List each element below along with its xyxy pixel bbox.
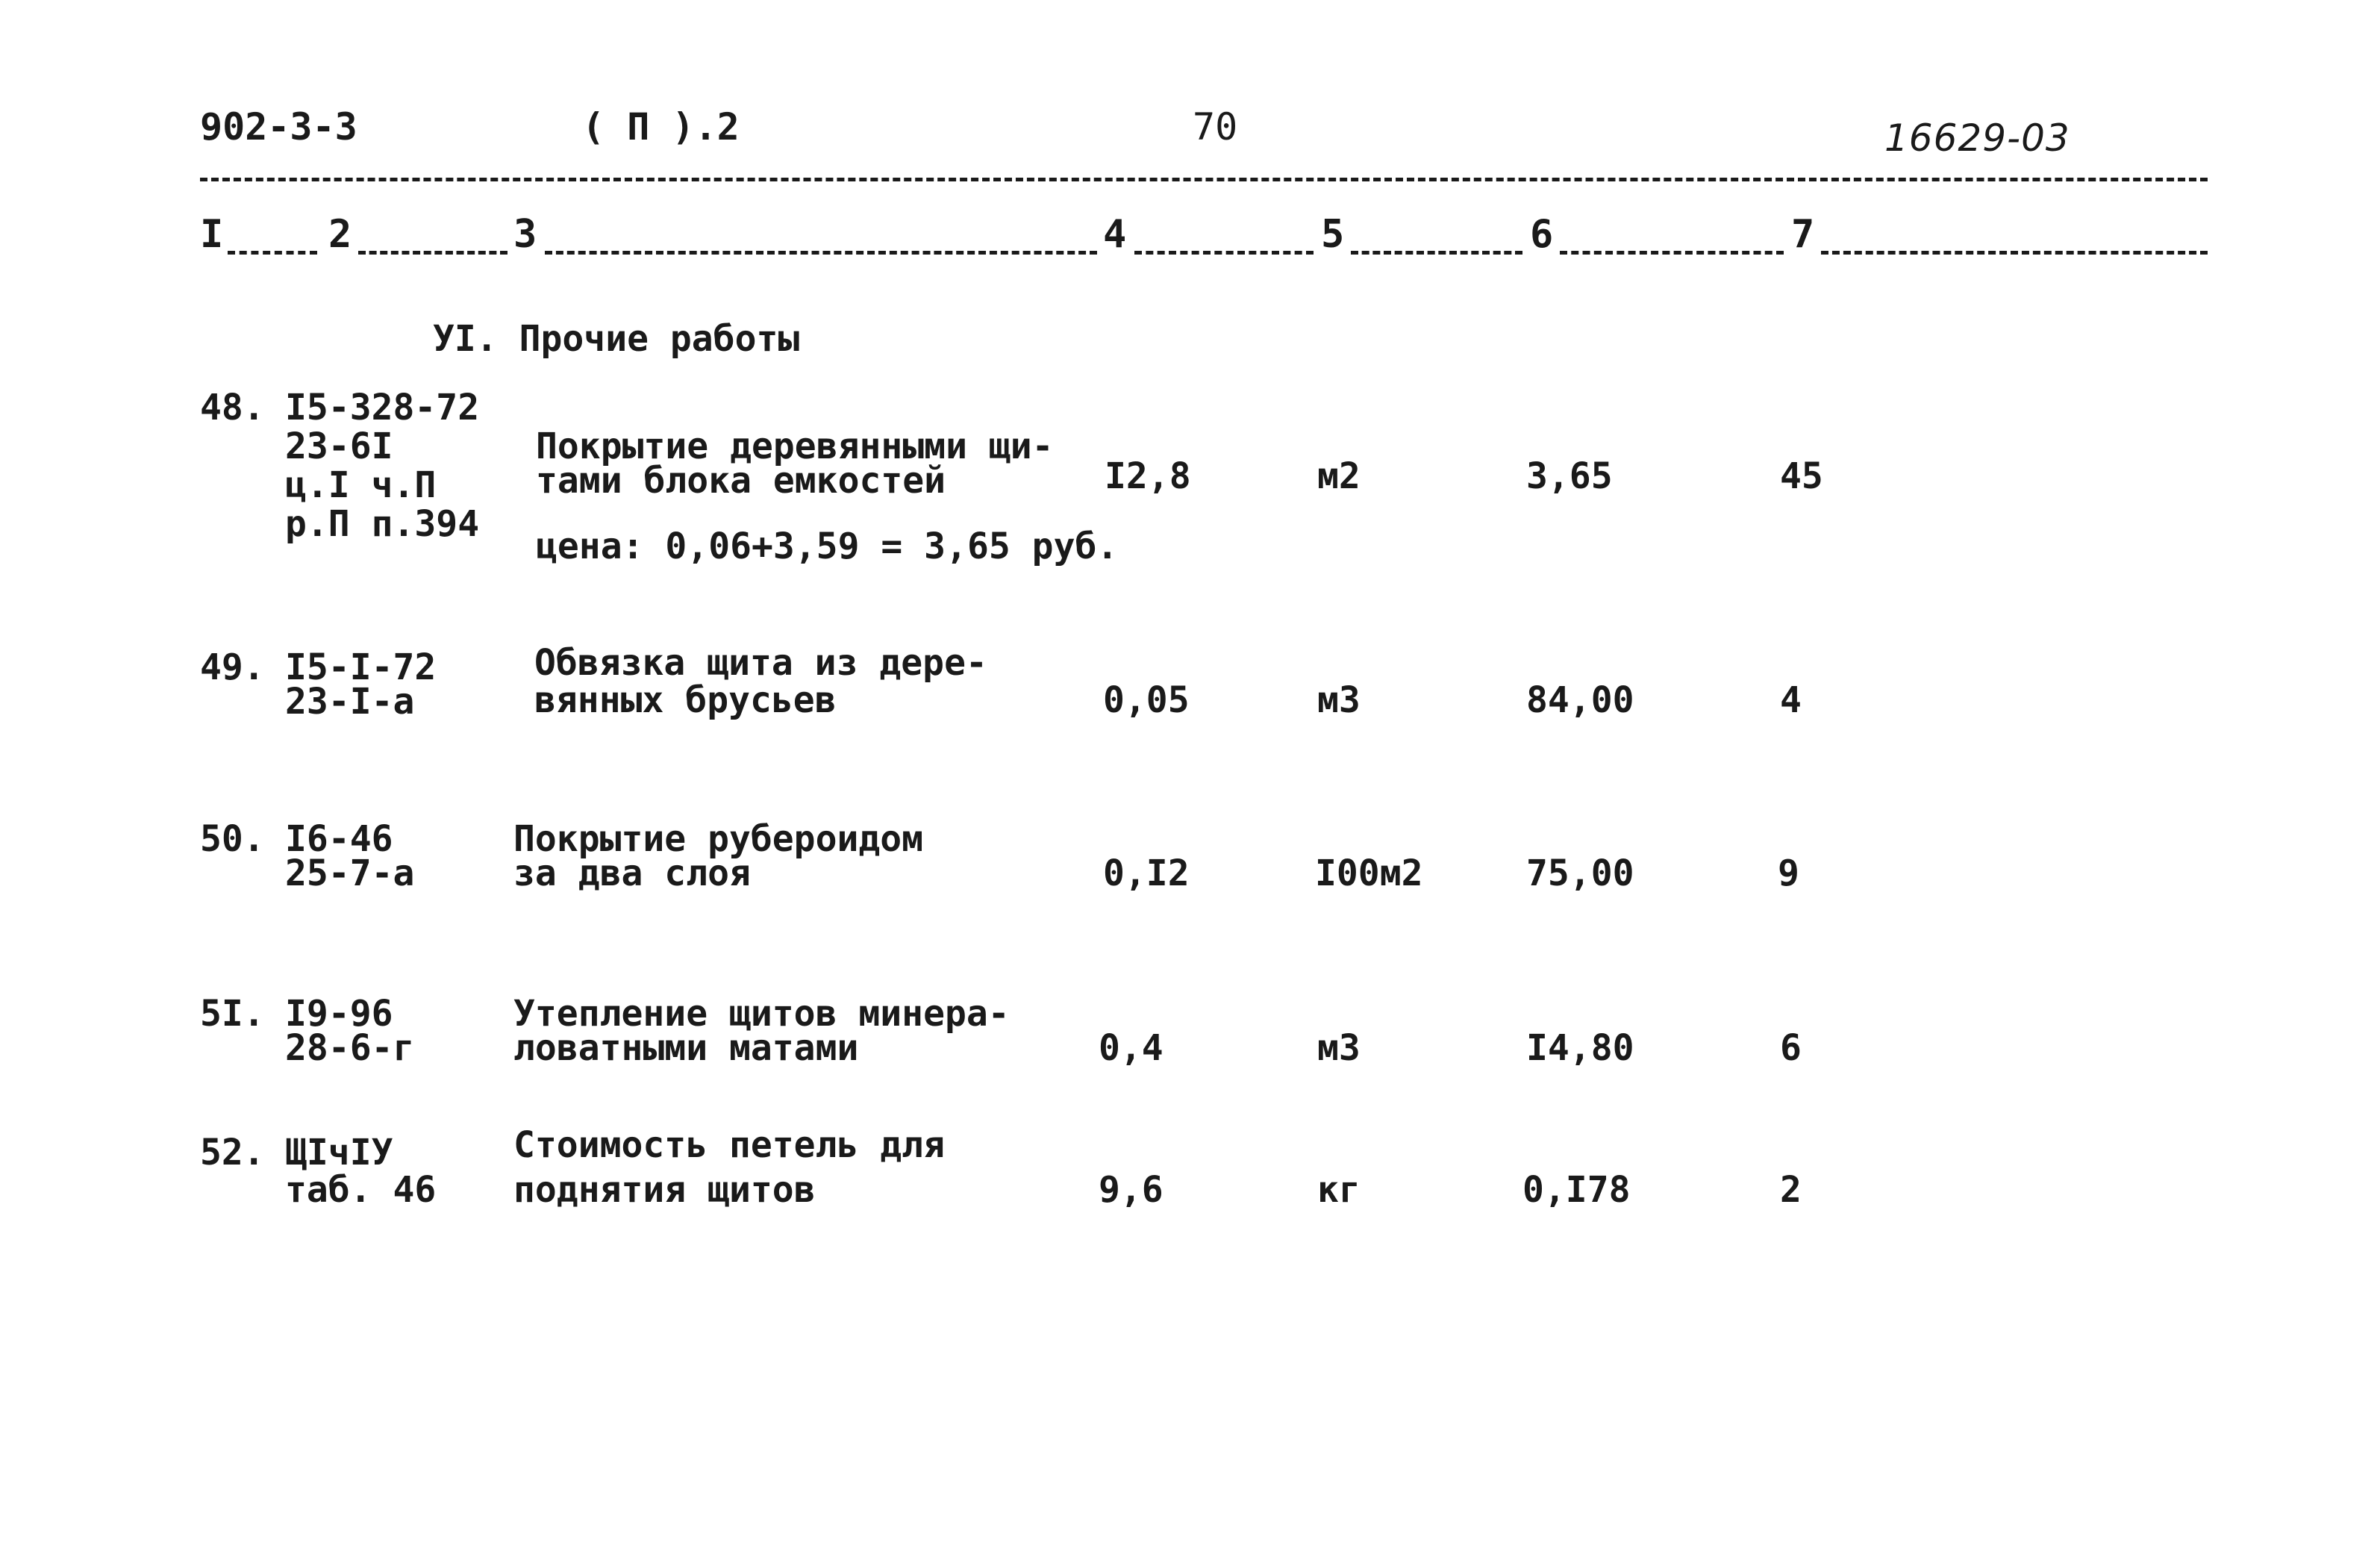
column-number-5: 5 [1321, 212, 1345, 257]
work-description-line: Покрытие рубероидом [513, 818, 924, 860]
unit: м2 [1317, 455, 1361, 497]
norm-code-line: I9-96 [285, 993, 393, 1035]
norm-code-line: I5-328-72 [285, 387, 480, 428]
quantity: 0,4 [1099, 1027, 1164, 1069]
unit: м3 [1317, 1027, 1361, 1069]
column-row-rule [545, 251, 1097, 255]
unit: м3 [1317, 679, 1361, 721]
work-description-line: Обвязка щита из дере- [534, 642, 987, 684]
total-cost: 2 [1780, 1169, 1802, 1211]
column-row-rule [1134, 251, 1314, 255]
work-description-line: ловатными матами [513, 1027, 859, 1069]
norm-code-line: 28-6-г [285, 1027, 415, 1069]
row-number: 5I. [200, 993, 265, 1035]
work-description-line: за два слоя [513, 852, 751, 894]
norm-code-line: I5-I-72 [285, 646, 437, 688]
header-divider [200, 178, 2208, 181]
column-row-rule [1560, 251, 1784, 255]
quantity: 9,6 [1099, 1169, 1164, 1211]
price-note: цена: 0,06+3,59 = 3,65 руб. [536, 526, 1119, 567]
row-number: 52. [200, 1132, 265, 1173]
page-number: 70 [1193, 105, 1238, 149]
norm-code-line: 23-I-а [285, 681, 415, 723]
unit-price: 84,00 [1526, 679, 1634, 721]
column-number-4: 4 [1103, 212, 1127, 257]
column-number-7: 7 [1791, 212, 1815, 257]
work-description-line: поднятия щитов [513, 1169, 816, 1211]
total-cost: 9 [1778, 852, 1799, 894]
section-title: УI. Прочие работы [433, 318, 800, 360]
unit-price: I4,80 [1526, 1027, 1634, 1069]
column-row-rule [358, 251, 507, 255]
quantity: 0,I2 [1103, 852, 1190, 894]
norm-code-line: р.П п.394 [285, 503, 480, 545]
norm-code-line: 23-6I [285, 426, 393, 467]
row-number: 48. [200, 387, 265, 428]
work-description-line: Покрытие деревянными щи- [536, 426, 1054, 467]
column-row-rule [1821, 251, 2208, 255]
norm-code-line: I6-46 [285, 818, 393, 860]
column-row-rule [1351, 251, 1522, 255]
row-number: 49. [200, 646, 265, 688]
work-description-line: Стоимость петель для [513, 1124, 945, 1166]
column-row-rule [228, 251, 317, 255]
column-number-2: 2 [328, 212, 352, 257]
norm-code-line: ц.I ч.П [285, 464, 437, 506]
unit-price: 0,I78 [1522, 1169, 1631, 1211]
column-number-3: 3 [513, 212, 537, 257]
quantity: 0,05 [1103, 679, 1190, 721]
document-code: 902-3-3 [200, 105, 357, 149]
section-reference: ( П ).2 [582, 105, 740, 149]
column-number-1: I [200, 212, 224, 257]
work-description-line: Утепление щитов минера- [513, 993, 1010, 1035]
total-cost: 45 [1780, 455, 1823, 497]
total-cost: 6 [1780, 1027, 1802, 1069]
total-cost: 4 [1780, 679, 1802, 721]
unit: кг [1317, 1169, 1361, 1211]
norm-code-line: таб. 46 [285, 1169, 437, 1211]
unit-price: 3,65 [1526, 455, 1613, 497]
unit-price: 75,00 [1526, 852, 1634, 894]
norm-code-line: 25-7-а [285, 852, 415, 894]
archive-number: 16629-03 [1884, 116, 2070, 160]
column-number-6: 6 [1530, 212, 1554, 257]
unit: I00м2 [1315, 852, 1423, 894]
quantity: I2,8 [1105, 455, 1191, 497]
work-description-line: тами блока емкостей [536, 460, 946, 502]
work-description-line: вянных брусьев [534, 679, 837, 721]
norm-code-line: ЩIчIУ [285, 1132, 393, 1173]
row-number: 50. [200, 818, 265, 860]
